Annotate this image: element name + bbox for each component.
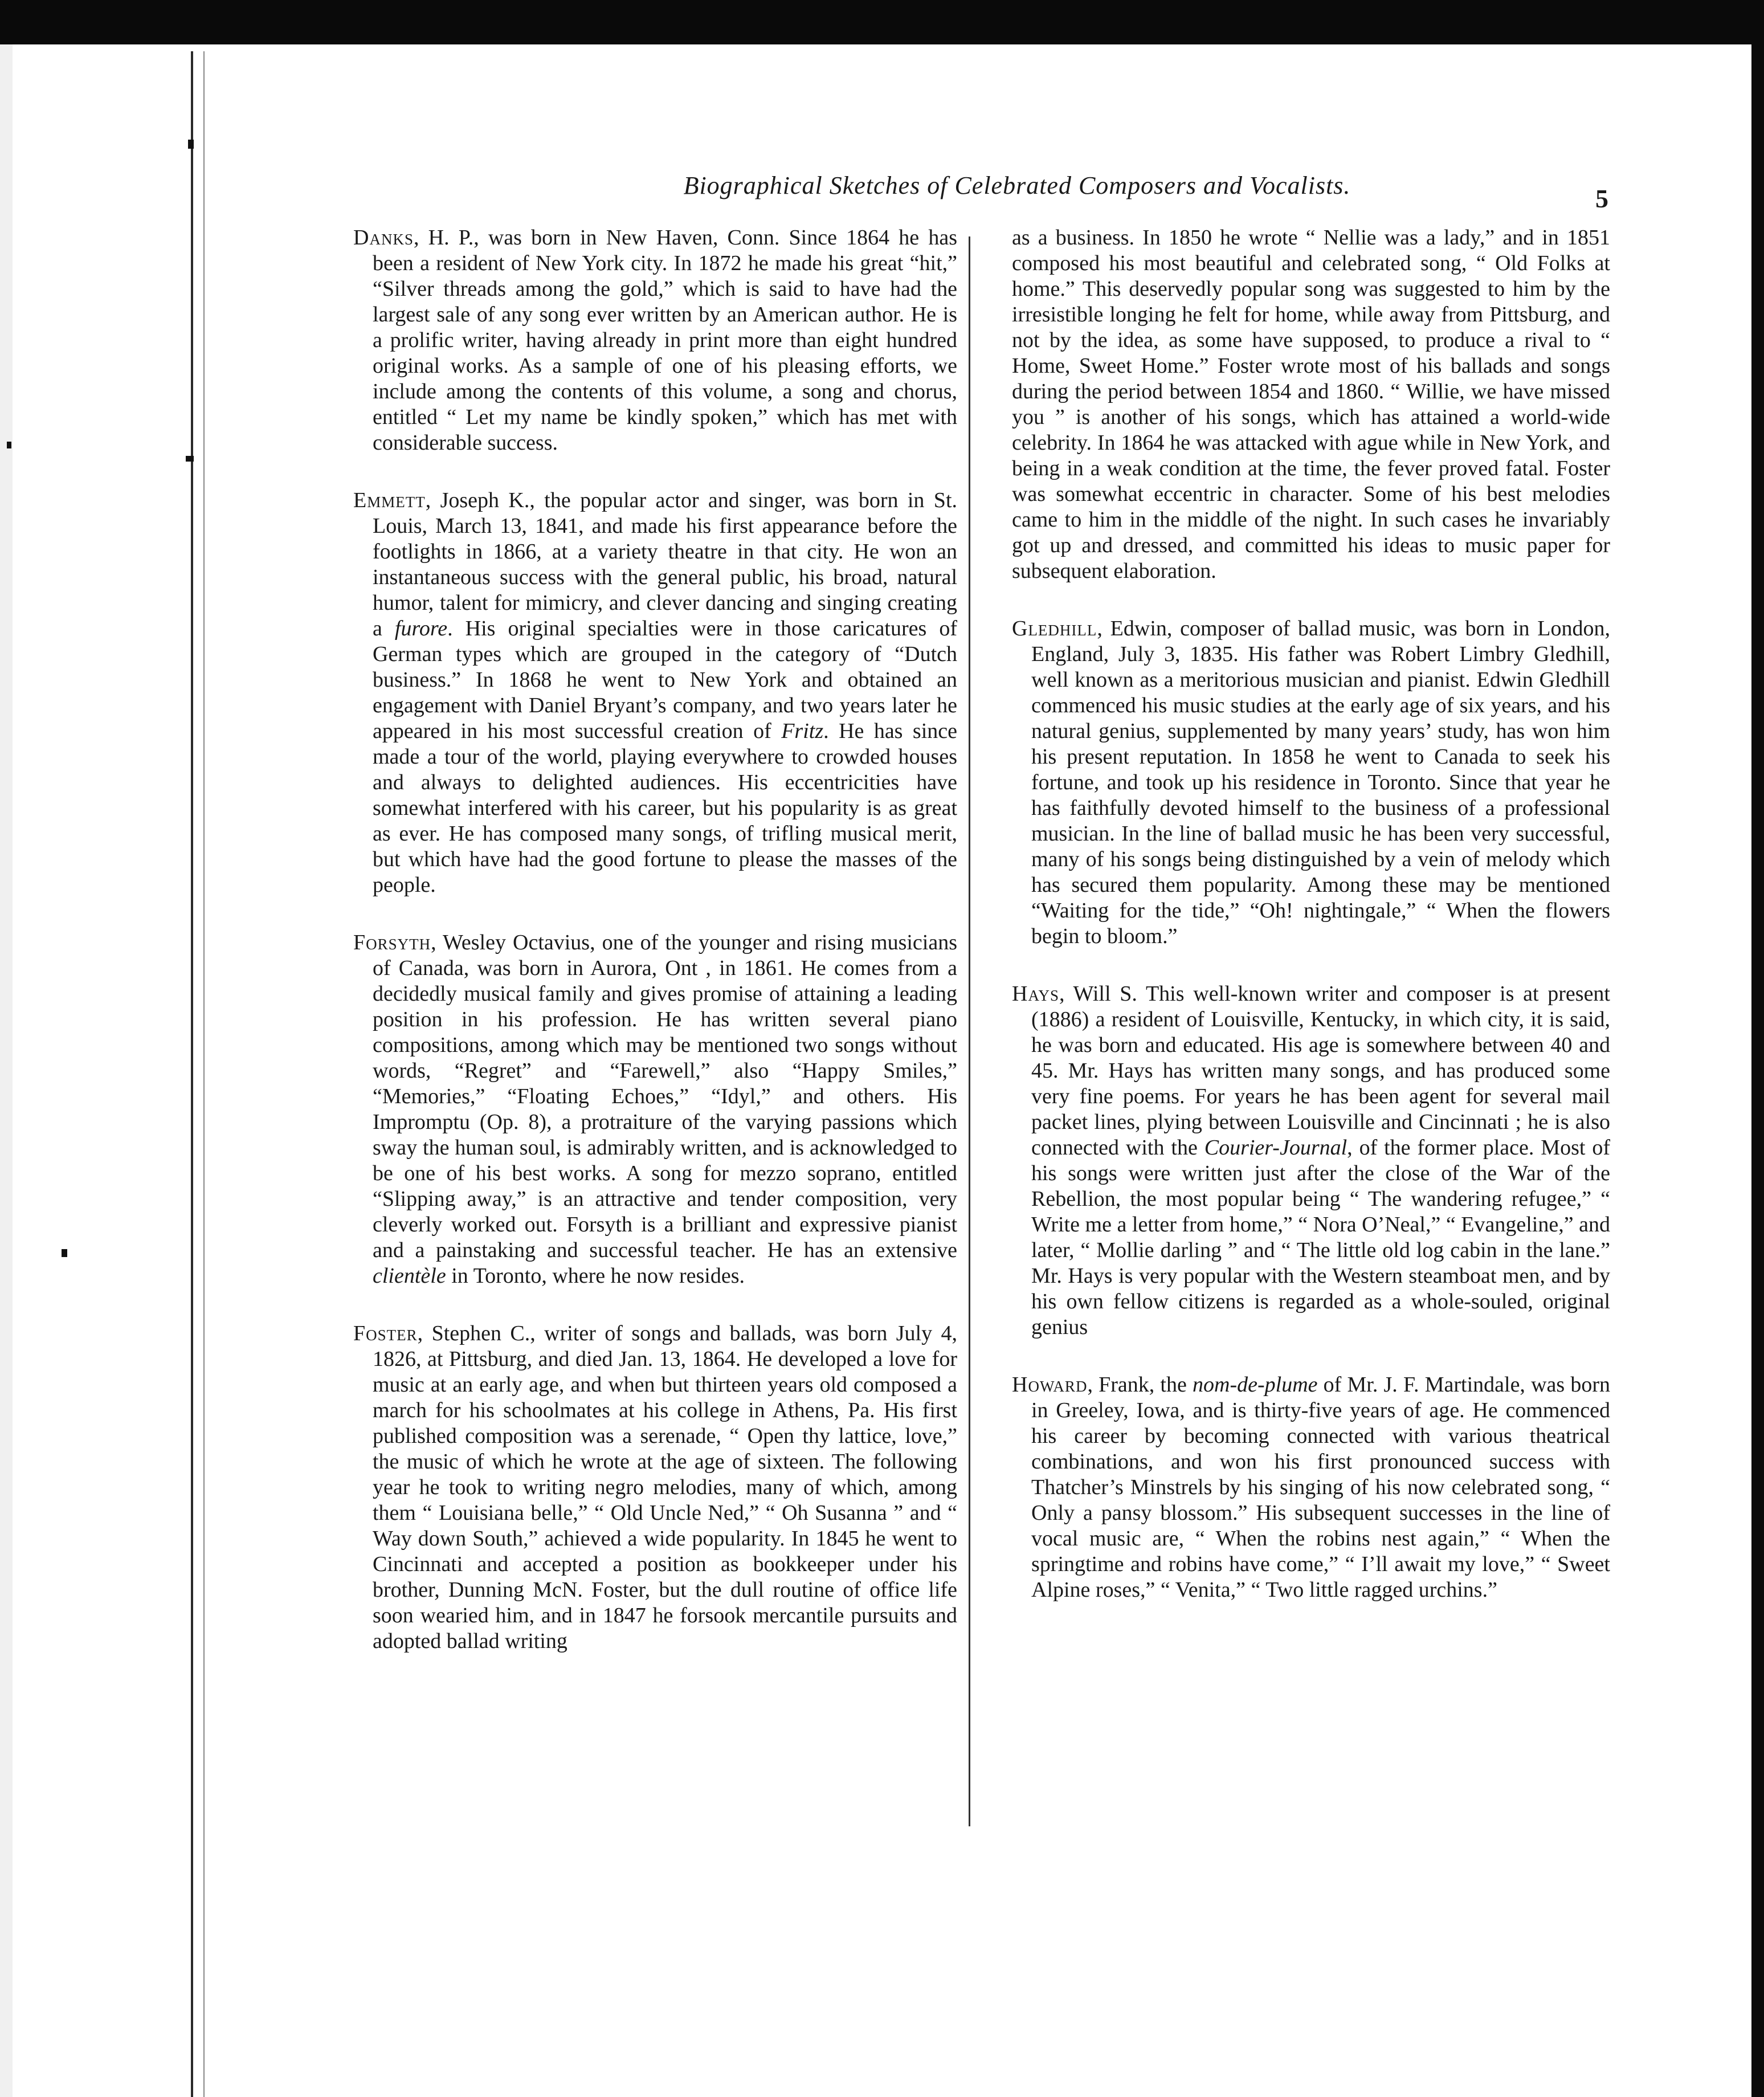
page-gutter-edge-inner xyxy=(203,51,205,2097)
entry-italic: clientèle xyxy=(373,1264,446,1288)
entry-text: , Will S. This well-known writer and composer is at present (1886) a resident of Louisville, Kentucky, in which city, it is said, he was born and educated. His age is somewhere between 40 and 45. Mr. Hays has written many songs, and has produced some very fine poems. For years he has been agent for several mail packet lines, plying between Louisville and Cincinnati ; he is also connected with the xyxy=(1031,982,1610,1160)
column-divider xyxy=(969,236,970,1826)
biography-entry-emmett xyxy=(353,488,957,898)
entry-name: Hays xyxy=(1012,982,1059,1006)
entry-text: , Wesley Octavius, one of the younger and rising musicians of Canada, was born in Aurora, Ont , in 1861. He comes from a decidedly musical family and gives promise of attaining a leading position in his profession. He has written several piano compositions, among which may be mentioned two songs without words, “Regret” and “Farewell,” also “Happy Smiles,” “Memories,” “Floating Echoes,” “Idyl,” and others. His Impromptu (Op. 8), a protraiture of the varying passions which sway the human soul, is admirably written, and is acknowledged to be one of his best works. A song for mezzo soprano, entitled “Slipping away,” is an attractive and tender composition, very cleverly worked out. Forsyth is a brilliant and expressive pianist and a painstaking and successful teacher. He has an extensive xyxy=(373,931,957,1262)
entry-text: , Joseph K., the popular actor and singer, was born in St. Louis, March 13, 1841, and made his first appearance before the footlights in 1866, at a variety theatre in that city. He won an instantaneous success with the general public, his broad, natural humor, talent for mimicry, and clever dancing and singing creating a xyxy=(373,488,957,640)
entry-text: , H. P., was born in New Haven, Conn. Since 1864 he has been a resident of New York city. In 1872 he made his great “hit,” “Silver threads among the gold,” which is said to have had the largest sale of any song ever written by an American author. He is a prolific writer, having already in print more than eight hundred original works. As a sample of one of his pleasing efforts, we include among the contents of this volume, a song and chorus, entitled “ Let my name be kindly spoken,” which has met with considerable success. xyxy=(373,226,957,455)
entry-italic: Fritz xyxy=(781,719,824,743)
entry-text: , Edwin, composer of ballad music, was born in London, England, July 3, 1835. His father was Robert Limbry Gledhill, well known as a meritorious musician and pianist. Edwin Gledhill commenced his music studies at the early age of six years, and his natural genius, supplemented by many years’ study, has won him his present reputation. In 1858 he went to Canada to seek his fortune, and took up his residence in Toronto. Since that year he has faithfully devoted himself to the business of a professional musician. In the line of ballad music he has been very successful, many of his songs being distinguished by a vein of melody which has secured them popularity. Among these may be mentioned “Waiting for the tide,” “Oh! nightingale,” “ When the flowers begin to bloom.” xyxy=(1031,617,1610,948)
biography-entry-foster xyxy=(353,1321,957,1654)
entry-name: Danks xyxy=(353,226,414,250)
left-column xyxy=(353,225,957,1686)
right-column xyxy=(1012,225,1610,1635)
entry-italic: furore xyxy=(394,617,448,640)
running-header: Biographical Sketches of Celebrated Composers and Vocalists. xyxy=(683,172,1351,199)
scan-mark xyxy=(186,456,194,462)
entry-italic: nom-de-plume xyxy=(1193,1373,1318,1397)
entry-text: . His original specialties were in those caricatures of German types which are grouped in the category of “Dutch business.” In 1868 he went to New York and obtained an engagement with Daniel Bryant’s company, and two years later he appeared in his most successful creation of xyxy=(373,617,957,743)
biography-entry-hays xyxy=(1012,981,1610,1340)
biography-entry-forsyth xyxy=(353,930,957,1289)
entry-text: , Stephen C., writer of songs and ballads, was born July 4, 1826, at Pittsburg, and died Jan. 13, 1864. He developed a love for music at an early age, and when but thirteen years old composed a march for his schoolmates at his college in Athens, Pa. His first published composition was a serenade, “ Open thy lattice, love,” the music of which he wrote at the age of sixteen. The following year he took to writing negro melodies, many of which, among them “ Louisiana belle,” “ Old Uncle Ned,” “ Oh Susanna ” and “ Way down South,” achieved a wide popularity. In 1845 he went to Cincinnati and accepted a position as bookkeeper under his brother, Dunning McN. Foster, but the dull routine of office life soon wearied him, and in 1847 he forsook mercantile pursuits and adopted ballad writing xyxy=(373,1321,957,1653)
entry-name: Foster xyxy=(353,1321,418,1345)
entry-text: , Frank, the xyxy=(1087,1373,1193,1397)
entry-text: . He has since made a tour of the world, playing everywhere to crowded houses and always to delighted audiences. His eccentricities have somewhat interfered with his career, but his popularity is as great as ever. He has composed many songs, of trifling musical merit, but which have had the good fortune to please the masses of the people. xyxy=(373,719,957,897)
entry-text: , of the former place. Most of his songs were written just after the close of the War of the Rebellion, the most popular being “ The wandering refugee,” “ Write me a letter from home,” “ Nora O’Neal,” “ Evangeline,” and later, “ Mollie darling ” and “ The little old log cabin in the lane.” Mr. Hays is very popular with the Western steamboat men, and by his own fellow citizens is regarded as a whole-souled, original genius xyxy=(1031,1136,1610,1339)
scan-mark xyxy=(188,140,194,149)
scan-left-edge xyxy=(0,44,13,2097)
scan-top-border xyxy=(0,0,1764,44)
biography-entry-danks xyxy=(353,225,957,456)
entry-name: Howard xyxy=(1012,1373,1088,1397)
scan-mark xyxy=(7,442,11,448)
biography-entry-foster-continued: as a business. In 1850 he wrote “ Nellie was a lady,” and in 1851 composed his most beautiful and celebrated song, “ Old Folks at home.” This deservedly popular song was suggested to him by the irresistible longing he felt for home, while away from Pittsburg, and not by the idea, as some have supposed, to produce a rival to “ Home, Sweet Home.” Foster wrote most of his ballads and songs during the period between 1854 and 1860. “ Willie, we have missed you ” is another of his songs, which has attained a world-wide celebrity. In 1864 he was attacked with ague while in New York, and being in a weak condition at the time, the fever proved fatal. Foster was somewhat eccentric in character. Some of his best melodies came to him in the middle of the night. In such cases he invariably got up and dressed, and committed his ideas to music paper for subsequent elaboration. xyxy=(1012,226,1610,583)
entry-name: Emmett xyxy=(353,488,426,512)
page-gutter-edge xyxy=(191,51,193,2097)
scan-right-border xyxy=(1751,0,1764,2097)
entry-text: in Toronto, where he now resides. xyxy=(446,1264,745,1288)
biography-entry-gledhill xyxy=(1012,616,1610,949)
biography-entry-howard xyxy=(1012,1372,1610,1603)
entry-italic: Courier-Journal xyxy=(1204,1136,1348,1160)
entry-text: of Mr. J. F. Martindale, was born in Greeley, Iowa, and is thirty-five years of age. He commenced his career by becoming connected with various theatrical combinations, and won his first pronounced success with Thatcher’s Minstrels by his singing of his now celebrated song, “ Only a pansy blossom.” His subsequent successes in the line of vocal music are, “ When the robins nest again,” “ When the springtime and robins have come,” “ I’ll await my love,” “ Sweet Alpine roses,” “ Venita,” “ Two little ragged urchins.” xyxy=(1031,1373,1611,1602)
entry-name: Forsyth xyxy=(353,931,431,954)
scan-mark xyxy=(62,1249,67,1257)
entry-name: Gledhill xyxy=(1012,617,1097,640)
page-number: 5 xyxy=(1595,184,1608,213)
